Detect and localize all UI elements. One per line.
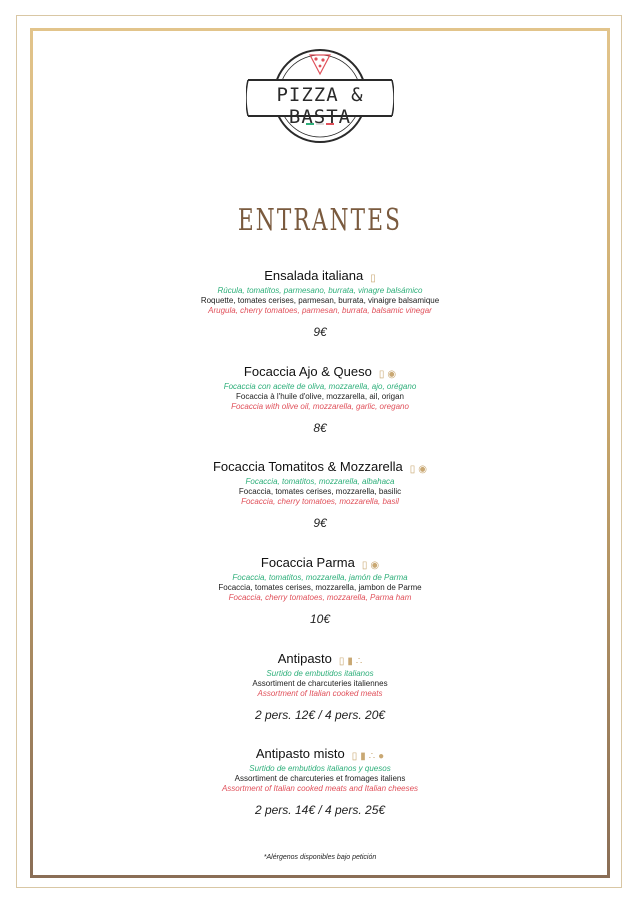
item-desc-es: Focaccia con aceite de oliva, mozzarella, ajo, orégano (223, 382, 417, 391)
menu-item (0, 746, 640, 817)
item-name: Focaccia Tomatitos & Mozzarella (212, 459, 403, 474)
pizza-basta-logo (246, 46, 394, 156)
item-desc-es: Focaccia, tomatitos, mozzarella, jamón de Parma (232, 573, 408, 582)
item-price: 9€ (313, 325, 327, 339)
item-desc-fr: Focaccia, tomates cerises, mozzarella, jambon de Parme (218, 583, 422, 592)
gluten-icon: ▮ (347, 656, 353, 667)
gluten-icon: ◉ (370, 560, 380, 571)
gluten-icon: ◉ (387, 369, 397, 380)
gluten-icon: ◉ (418, 464, 428, 475)
item-name: Antipasto misto (255, 746, 345, 761)
item-desc-es: Focaccia, tomatitos, mozzarella, albahaca (245, 477, 395, 486)
item-price: 9€ (313, 516, 327, 530)
item-desc-fr: Focaccia, tomates cerises, mozzarella, basilic (238, 487, 402, 496)
menu-item (0, 651, 640, 722)
milk-icon: ▯ (351, 751, 358, 762)
item-desc-fr: Focaccia à l'huile d'olive, mozzarella, ail, origan (235, 392, 405, 401)
sulphite-icon: ∴ (368, 751, 376, 762)
item-price: 8€ (313, 421, 327, 435)
item-desc-fr: Assortiment de charcuteries italiennes (252, 679, 388, 688)
item-desc-en: Assortment of Italian cooked meats (257, 689, 383, 698)
menu-item (0, 459, 640, 530)
item-price: 2 pers. 14€ / 4 pers. 25€ (254, 803, 386, 817)
sulphite-icon: ∴ (355, 656, 363, 667)
milk-icon: ▯ (338, 656, 345, 667)
item-price: 2 pers. 12€ / 4 pers. 20€ (254, 708, 386, 722)
item-desc-en: Focaccia, cherry tomatoes, mozzarella, basil (241, 497, 399, 506)
item-name: Antipasto (277, 651, 332, 666)
milk-icon: ▯ (409, 464, 416, 475)
item-desc-fr: Assortiment de charcuteries et fromages italiens (234, 774, 406, 783)
nut-icon: ● (378, 751, 385, 762)
milk-icon: ▯ (378, 369, 385, 380)
item-desc-es: Surtido de embutidos italianos (266, 669, 374, 678)
item-desc-es: Rúcula, tomatitos, parmesano, burrata, vinagre balsámico (217, 286, 423, 295)
item-desc-en: Focaccia, cherry tomatoes, mozzarella, Parma ham (228, 593, 412, 602)
item-desc-en: Assortment of Italian cooked meats and Italian cheeses (221, 784, 419, 793)
menu-item (0, 364, 640, 435)
allergen-footnote: *Alérgenos disponibles bajo petición (263, 854, 377, 861)
milk-icon: ▯ (370, 273, 376, 284)
item-name: Focaccia Ajo & Queso (243, 364, 372, 379)
section-title: ENTRANTES (237, 203, 403, 238)
item-desc-en: Focaccia with olive oil, mozzarella, garlic, oregano (231, 402, 409, 411)
logo-title: PIZZA & BASTA (276, 84, 364, 128)
milk-icon: ▯ (361, 560, 368, 571)
item-desc-es: Surtido de embutidos italianos y quesos (249, 764, 391, 773)
item-name: Focaccia Parma (260, 555, 355, 570)
gluten-icon: ▮ (360, 751, 366, 762)
item-desc-fr: Roquette, tomates cerises, parmesan, burrata, vinaigre balsamique (200, 296, 440, 305)
menu-item (0, 555, 640, 626)
item-desc-en: Arugula, cherry tomatoes, parmesan, burrata, balsamic vinegar (208, 306, 432, 315)
item-name: Ensalada italiana (264, 268, 364, 283)
menu-item (0, 268, 640, 339)
item-price: 10€ (309, 612, 331, 626)
